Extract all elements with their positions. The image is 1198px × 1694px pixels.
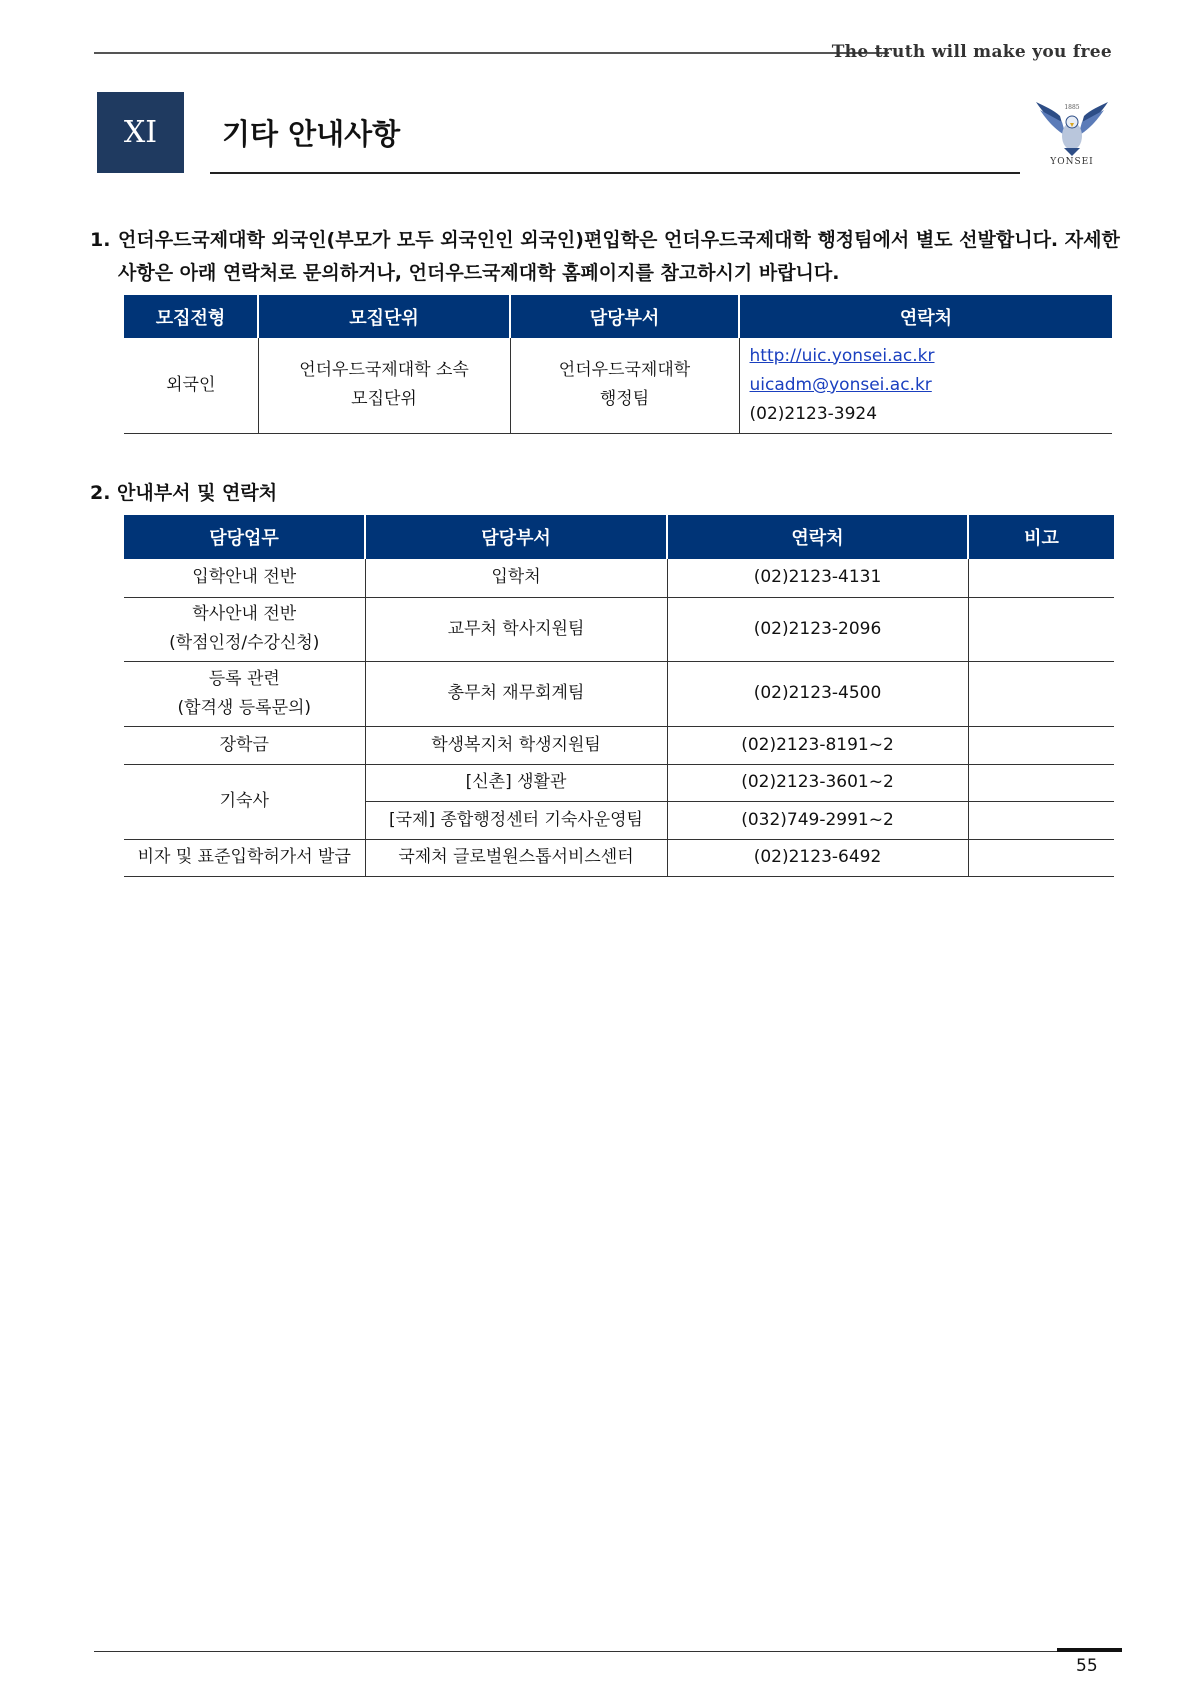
table-row xyxy=(124,839,1114,876)
header-rule xyxy=(94,52,889,54)
footer-rule xyxy=(94,1651,1122,1652)
note-cell xyxy=(968,597,1114,661)
page-number: 55 xyxy=(1076,1656,1098,1676)
header-motto: The truth will make you free xyxy=(831,42,1112,62)
item1-line1: 1. 언더우드국제대학 외국인(부모가 모두 외국인인 외국인)편입학은 언더우드국제대학 행정팀에서 별도 선발합니다. 자세한 xyxy=(90,224,1130,257)
table-row xyxy=(124,559,1114,597)
dept-cell: 국제처 글로벌원스톱서비스센터 xyxy=(365,839,667,876)
header-cell: 비고 xyxy=(968,515,1114,559)
phone-number: (02)2123-3924 xyxy=(749,403,878,424)
table-row xyxy=(124,338,1112,433)
header-cell: 담당부서 xyxy=(510,295,739,338)
dept-cell: [신촌] 생활관 xyxy=(365,764,667,801)
item1-number: 1. xyxy=(90,229,111,251)
table-header-row xyxy=(124,295,1112,338)
recruitment-contact-table xyxy=(124,295,1112,434)
section-title: 기타 안내사항 xyxy=(222,117,401,151)
table-row xyxy=(124,764,1114,801)
item1-line2: 사항은 아래 연락처로 문의하거나, 언더우드국제대학 홈페이지를 참고하시기 바랍니다. xyxy=(118,262,840,284)
department-contact-table xyxy=(124,515,1114,877)
header-cell: 모집단위 xyxy=(258,295,510,338)
phone-cell: (02)2123-2096 xyxy=(667,597,968,661)
dept-cell: 교무처 학사지원팀 xyxy=(365,597,667,661)
item2-heading: 2. 안내부서 및 연락처 xyxy=(90,482,278,504)
website-link[interactable]: http://uic.yonsei.ac.kr xyxy=(749,345,935,366)
department-cell: 언더우드국제대학 행정팀 xyxy=(510,338,739,433)
table-header-row xyxy=(124,515,1114,559)
logo-wordmark: YONSEI xyxy=(1050,157,1094,167)
header-cell: 담당업무 xyxy=(124,515,365,559)
recruit-type-cell: 외국인 xyxy=(124,338,258,433)
note-cell xyxy=(968,559,1114,597)
section-number: XI xyxy=(123,115,158,150)
note-cell xyxy=(968,801,1114,839)
task-cell: 기숙사 xyxy=(124,764,365,839)
note-cell xyxy=(968,726,1114,764)
phone-cell: (02)2123-4500 xyxy=(667,661,968,726)
note-cell xyxy=(968,764,1114,801)
header-cell: 담당부서 xyxy=(365,515,667,559)
table-row xyxy=(124,597,1114,661)
dept-cell: 학생복지처 학생지원팀 xyxy=(365,726,667,764)
task-cell: 비자 및 표준입학허가서 발급 xyxy=(124,839,365,876)
table-row xyxy=(124,661,1114,726)
dept-cell: 총무처 재무회계팀 xyxy=(365,661,667,726)
note-cell xyxy=(968,839,1114,876)
phone-cell: (032)749-2991~2 xyxy=(667,801,968,839)
recruit-unit-cell: 언더우드국제대학 소속 모집단위 xyxy=(258,338,510,433)
task-cell: 등록 관련 (합격생 등록문의) xyxy=(124,661,365,726)
header-cell: 연락처 xyxy=(739,295,1112,338)
dept-cell: 입학처 xyxy=(365,559,667,597)
section-title-rule xyxy=(210,172,1020,174)
task-cell: 장학금 xyxy=(124,726,365,764)
header-cell: 연락처 xyxy=(667,515,968,559)
header-cell: 모집전형 xyxy=(124,295,258,338)
phone-cell: (02)2123-6492 xyxy=(667,839,968,876)
item1-paragraph xyxy=(90,224,1130,290)
note-cell xyxy=(968,661,1114,726)
section-number-box xyxy=(97,92,184,173)
footer-page-marker xyxy=(1057,1648,1122,1652)
table-row xyxy=(124,726,1114,764)
task-cell: 입학안내 전반 xyxy=(124,559,365,597)
email-link[interactable]: uicadm@yonsei.ac.kr xyxy=(749,374,932,395)
phone-cell: (02)2123-4131 xyxy=(667,559,968,597)
task-cell: 학사안내 전반 (학점인정/수강신청) xyxy=(124,597,365,661)
contact-cell xyxy=(739,338,1112,433)
phone-cell: (02)2123-8191~2 xyxy=(667,726,968,764)
dept-cell: [국제] 종합행정센터 기숙사운영팀 xyxy=(365,801,667,839)
logo-year: 1885 xyxy=(1064,104,1080,111)
phone-cell: (02)2123-3601~2 xyxy=(667,764,968,801)
